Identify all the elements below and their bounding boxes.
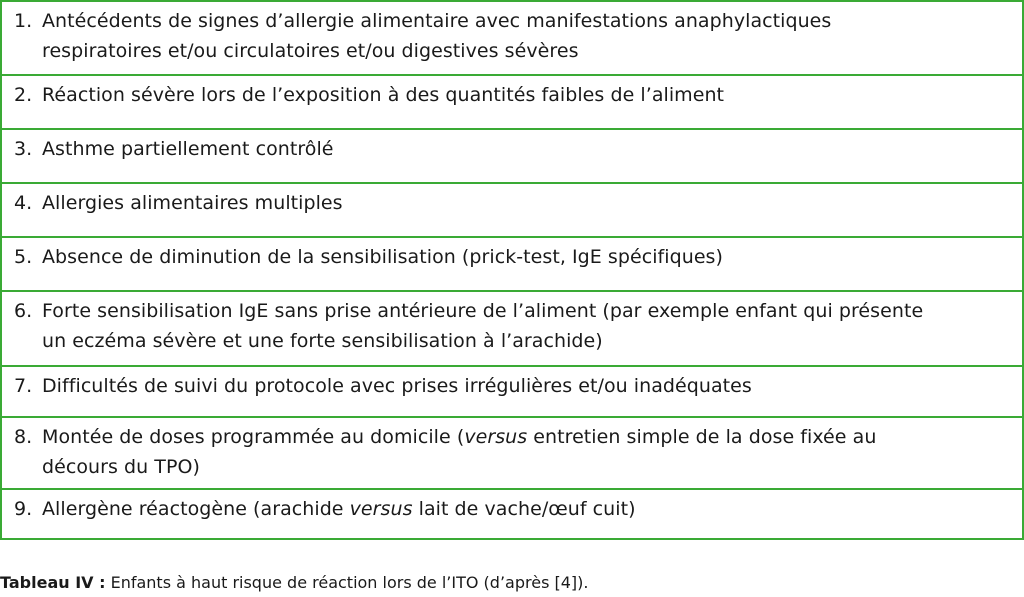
row-number: 9.	[14, 498, 33, 520]
row-text: Absence de diminution de la sensibilisation (prick-test, IgE spécifiques)	[42, 246, 723, 268]
row-number: 1.	[14, 10, 33, 32]
row-text-part: Allergène réactogène (arachide	[42, 498, 350, 520]
row-number: 7.	[14, 375, 33, 397]
table-row	[0, 236, 1024, 292]
table-row	[0, 290, 1024, 367]
row-number: 3.	[14, 138, 33, 160]
table-row	[0, 416, 1024, 490]
row-text: Asthme partiellement contrôlé	[42, 138, 334, 160]
table-row	[0, 0, 1024, 76]
row-text-emphasis: versus	[349, 498, 413, 520]
table-row	[0, 365, 1024, 418]
row-text: Difficultés de suivi du protocole avec prises irrégulières et/ou inadéquates	[42, 375, 752, 397]
caption-text: Enfants à haut risque de réaction lors de l’ITO (d’après [4]).	[105, 573, 589, 592]
table-row	[0, 74, 1024, 130]
row-text-part: Montée de doses programmée au domicile (	[42, 426, 465, 448]
table-row	[0, 128, 1024, 184]
row-text	[42, 494, 942, 524]
table-row	[0, 182, 1024, 238]
row-number: 8.	[14, 426, 33, 448]
row-text: Forte sensibilisation IgE sans prise antérieure de l’aliment (par exemple enfant qui présente un eczéma sévère et une forte sensibilisation à l’arachide)	[42, 300, 924, 352]
row-text-part: entretien simple de la dose fixée au décours du TPO)	[42, 426, 877, 478]
table-caption	[0, 573, 588, 593]
table-row	[0, 488, 1024, 540]
row-text	[42, 422, 942, 482]
row-number: 2.	[14, 84, 33, 106]
row-number: 6.	[14, 300, 33, 322]
row-number: 5.	[14, 246, 33, 268]
row-text: Antécédents de signes d’allergie alimentaire avec manifestations anaphylactiques respiratoires et/ou circulatoires et/ou digestives sévères	[42, 10, 832, 62]
row-text: Réaction sévère lors de l’exposition à des quantités faibles de l’aliment	[42, 84, 725, 106]
row-number: 4.	[14, 192, 33, 214]
row-text-part: lait de vache/œuf cuit)	[412, 498, 636, 520]
row-text-emphasis: versus	[464, 426, 528, 448]
caption-label: Tableau IV :	[0, 573, 106, 592]
row-text: Allergies alimentaires multiples	[42, 192, 343, 214]
